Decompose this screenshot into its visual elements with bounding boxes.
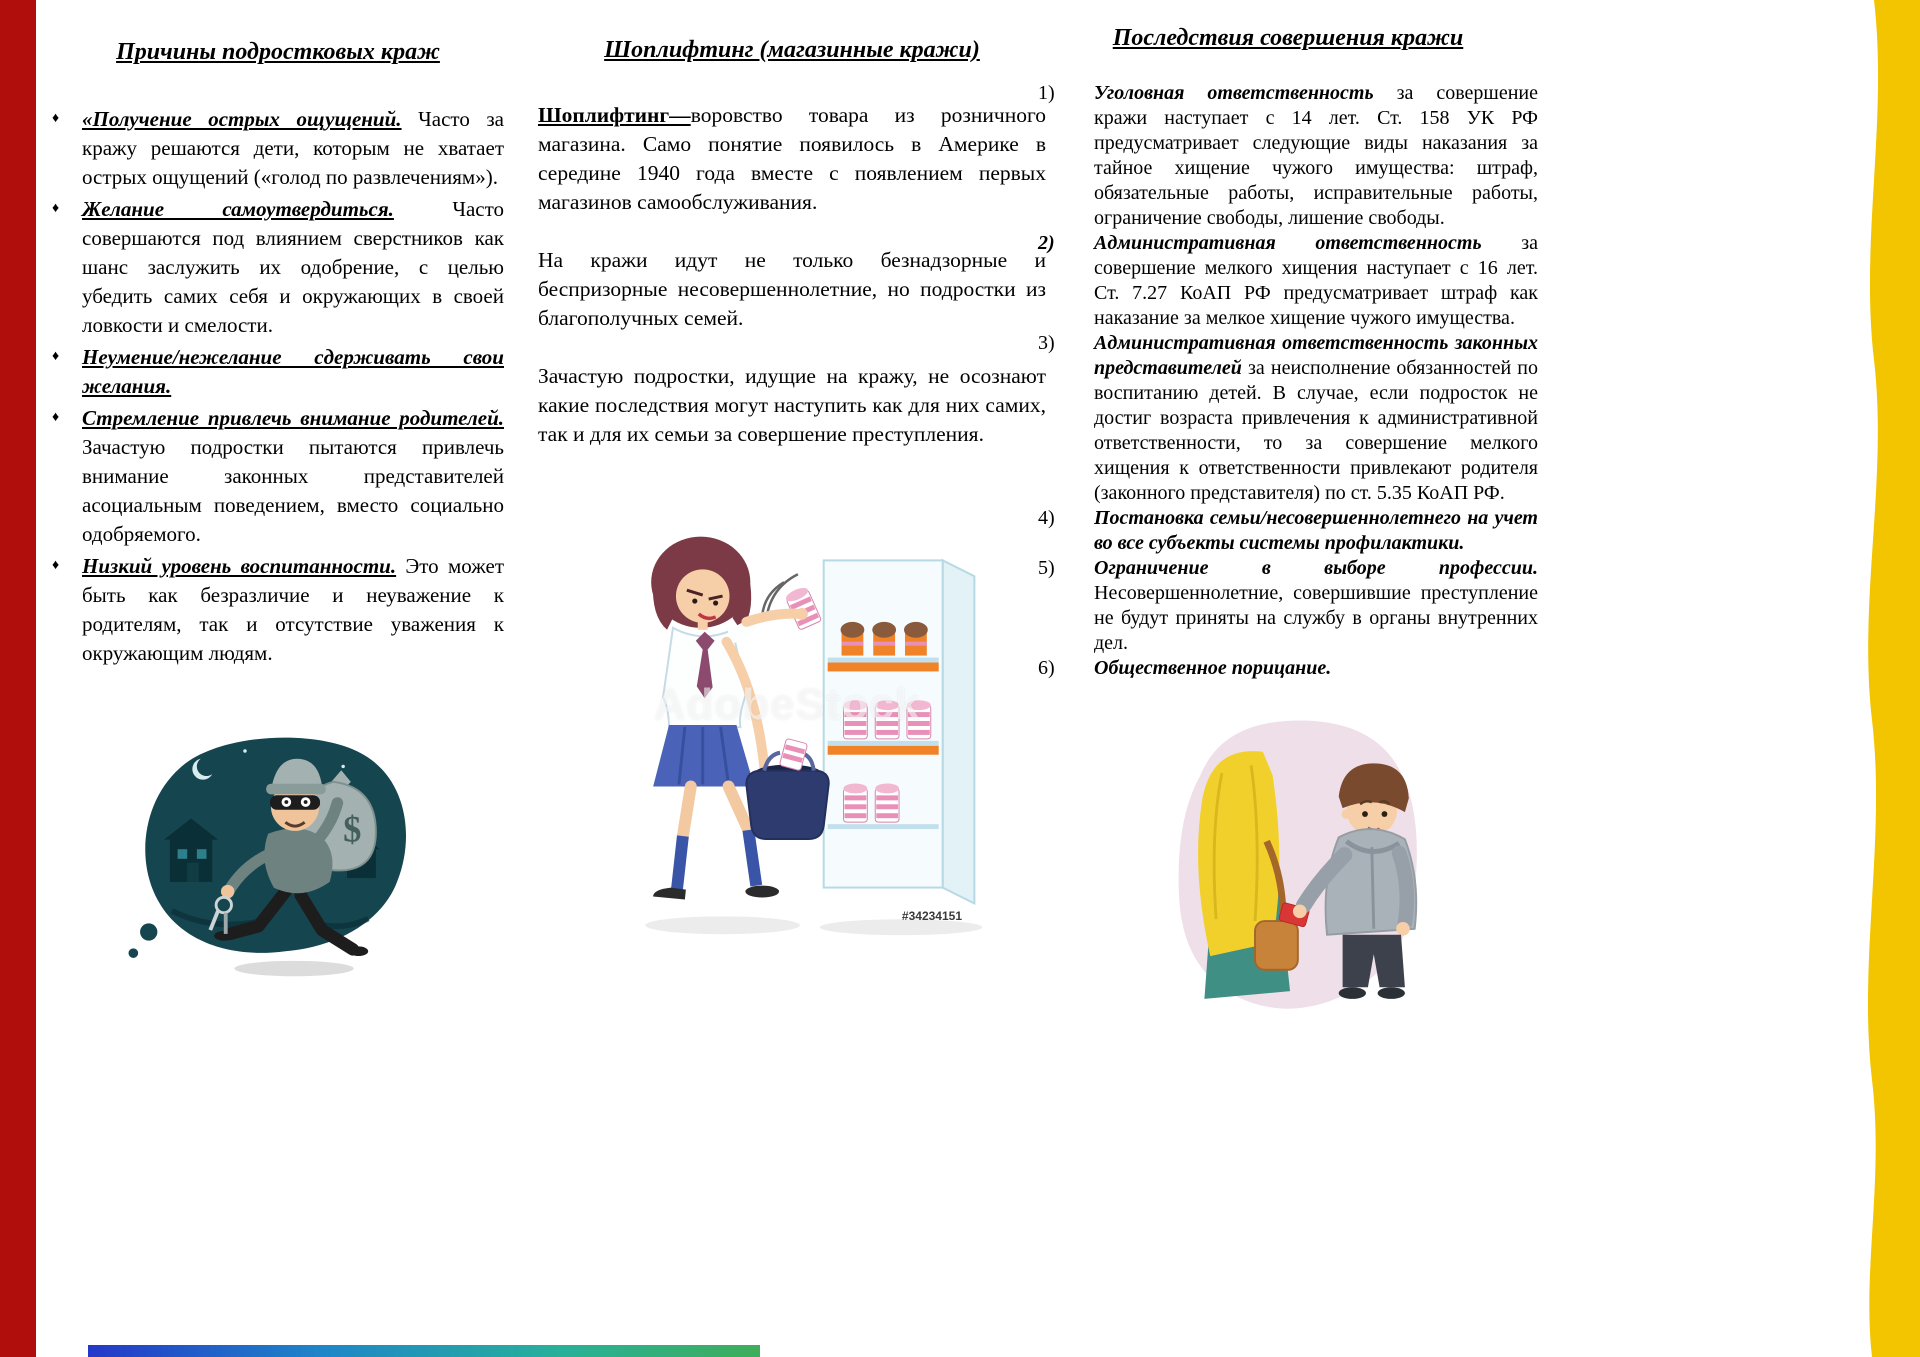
item-lead: Стремление привлечь внимание родителей. bbox=[82, 405, 504, 430]
burglar-cartoon bbox=[116, 726, 424, 986]
item-body: Это может быть как безразличие и неуважение к родителям, так и отсутствие уважения к окружающим людям. bbox=[82, 553, 504, 665]
image-id: #34234151 bbox=[901, 908, 962, 923]
pickpocket-illustration bbox=[1146, 705, 1438, 1026]
item-body: за совершение мелкого хищения наступает с 16 лет. Ст. 7.27 КоАП РФ предусматривает штраф как наказание за мелкое хищение чужого имущества. bbox=[1094, 231, 1538, 329]
list-item-text bbox=[1094, 506, 1538, 556]
item-body: за неисполнение обязанностей по воспитанию детей. В случае, если подросток не достиг возраста привлечения к административной ответственности, то за совершение мелкого хищения к ответственности привлекают родителя (законного представителя) по ст. 5.35 КоАП РФ. bbox=[1094, 356, 1539, 504]
item-lead: Желание самоутвердиться. bbox=[82, 196, 394, 221]
list-item bbox=[52, 552, 504, 668]
shoplifting-title: Шоплифтинг (магазинные кражи) bbox=[604, 37, 980, 63]
paragraph-who: На кражи идут не только безнадзорные и беспризорные несовершеннолетние, но подростки из благополучных семей. bbox=[538, 247, 1046, 330]
item-number: 4) bbox=[1038, 506, 1055, 529]
list-item bbox=[1038, 81, 1538, 231]
diamond-bullet: ♦ bbox=[52, 557, 60, 573]
burglar-mask bbox=[270, 795, 320, 809]
list-item bbox=[1038, 556, 1538, 656]
term-body: воровство товара из розничного магазина. Само понятие появилось в Америке в середине 1940 года вместе с появлением первых магазинов самообслуживания. bbox=[538, 102, 1046, 214]
item-number: 3) bbox=[1038, 331, 1055, 354]
consequences-column bbox=[1038, 24, 1538, 1026]
right-yellow-bar bbox=[1848, 0, 1920, 1357]
item-number: 2) bbox=[1038, 231, 1055, 254]
list-item-text bbox=[1094, 81, 1538, 231]
paragraph-consequences: Зачастую подростки, идущие на кражу, не осознают какие последствия могут наступить как для них самих, так и для их семьи за совершение преступления. bbox=[538, 363, 1046, 446]
list-item-text bbox=[1094, 556, 1538, 656]
item-number: 6) bbox=[1038, 656, 1055, 679]
diamond-bullet: ♦ bbox=[52, 409, 60, 425]
list-item-text bbox=[82, 552, 504, 668]
consequences-list bbox=[1038, 81, 1538, 681]
list-item bbox=[52, 404, 504, 549]
item-lead: Административная ответственность законных представителей bbox=[1094, 331, 1538, 379]
list-item-text bbox=[1094, 331, 1538, 506]
diamond-bullet: ♦ bbox=[52, 348, 60, 364]
girl-figure bbox=[651, 536, 808, 899]
dollar-sign: $ bbox=[343, 808, 362, 850]
pickpocket-cartoon bbox=[1146, 705, 1438, 1026]
item-lead: Административная ответственность bbox=[1094, 231, 1482, 254]
shelf-products-top bbox=[841, 622, 928, 656]
item-lead: «Получение острых ощущений. bbox=[82, 106, 402, 131]
shoplifting-girl-illustration bbox=[554, 491, 1020, 947]
item-lead: Общественное порицание. bbox=[1094, 656, 1332, 679]
list-item bbox=[1038, 656, 1538, 681]
left-red-bar bbox=[0, 0, 36, 1357]
burglar-illustration bbox=[116, 726, 424, 986]
causes-title: Причины подростковых краж bbox=[116, 39, 440, 65]
list-item bbox=[1038, 331, 1538, 506]
causes-column bbox=[52, 38, 504, 986]
term-lead: Шоплифтинг— bbox=[538, 102, 691, 127]
item-body: Часто за кражу решаются дети, которым не хватает острых ощущений («голод по развлечениям»). bbox=[82, 106, 505, 189]
paragraph-definition bbox=[538, 101, 1046, 217]
diamond-bullet: ♦ bbox=[52, 110, 60, 126]
list-item-text bbox=[82, 105, 504, 192]
item-body: за совершение кражи наступает с 14 лет. Ст. 158 УК РФ предусматривает следующие виды наказания за тайное хищение чужого имущества: штраф, обязательные работы, исправительные работы, ограничение свободы, лишение свободы. bbox=[1094, 81, 1538, 229]
item-number: 5) bbox=[1038, 556, 1055, 579]
list-item-text bbox=[82, 195, 504, 340]
item-lead: Уголовная ответственность bbox=[1094, 81, 1374, 104]
stolen-item bbox=[784, 585, 821, 630]
list-item bbox=[1038, 231, 1538, 331]
list-item-text bbox=[82, 404, 504, 549]
shoplifting-cartoon bbox=[554, 491, 1020, 947]
list-item-text bbox=[1094, 231, 1538, 331]
item-lead: Постановка семьи/несовершеннолетнего на учет во все субъекты системы профилактики. bbox=[1094, 506, 1538, 554]
yellow-wave-edge bbox=[1848, 0, 1920, 1357]
diamond-bullet: ♦ bbox=[52, 200, 60, 216]
bottom-accent-strip bbox=[88, 1345, 760, 1357]
handbag bbox=[1255, 921, 1298, 970]
list-item-text bbox=[1094, 656, 1538, 681]
item-lead: Неумение/нежелание сдерживать свои желания. bbox=[82, 344, 504, 398]
item-lead: Ограничение в выборе профессии. bbox=[1094, 556, 1538, 579]
list-item bbox=[52, 105, 504, 192]
item-body: Часто совершаются под влиянием сверстников как шанс заслужить их одобрение, с целью убедить самих себя и окружающих в своей ловкости и смелости. bbox=[82, 196, 505, 337]
shelf-products-middle bbox=[844, 700, 931, 739]
list-item bbox=[52, 343, 504, 401]
item-number: 1) bbox=[1038, 81, 1055, 104]
causes-list bbox=[52, 105, 504, 668]
store-shelf bbox=[824, 560, 975, 903]
list-item bbox=[1038, 506, 1538, 556]
item-lead: Низкий уровень воспитанности. bbox=[82, 553, 397, 578]
item-body: Несовершеннолетние, совершившие преступление не будут приняты на службу в органы внутренних дел. bbox=[1094, 581, 1538, 654]
consequences-title: Последствия совершения кражи bbox=[1112, 25, 1464, 51]
list-item bbox=[52, 195, 504, 340]
stock-watermark: AdobeStock bbox=[653, 680, 921, 730]
list-item-text bbox=[82, 343, 504, 401]
item-body: Зачастую подростки пытаются привлечь внимание законных представителей асоциальным поведением, вместо социально одобряемого. bbox=[82, 434, 504, 546]
shoplifting-column bbox=[538, 36, 1046, 947]
